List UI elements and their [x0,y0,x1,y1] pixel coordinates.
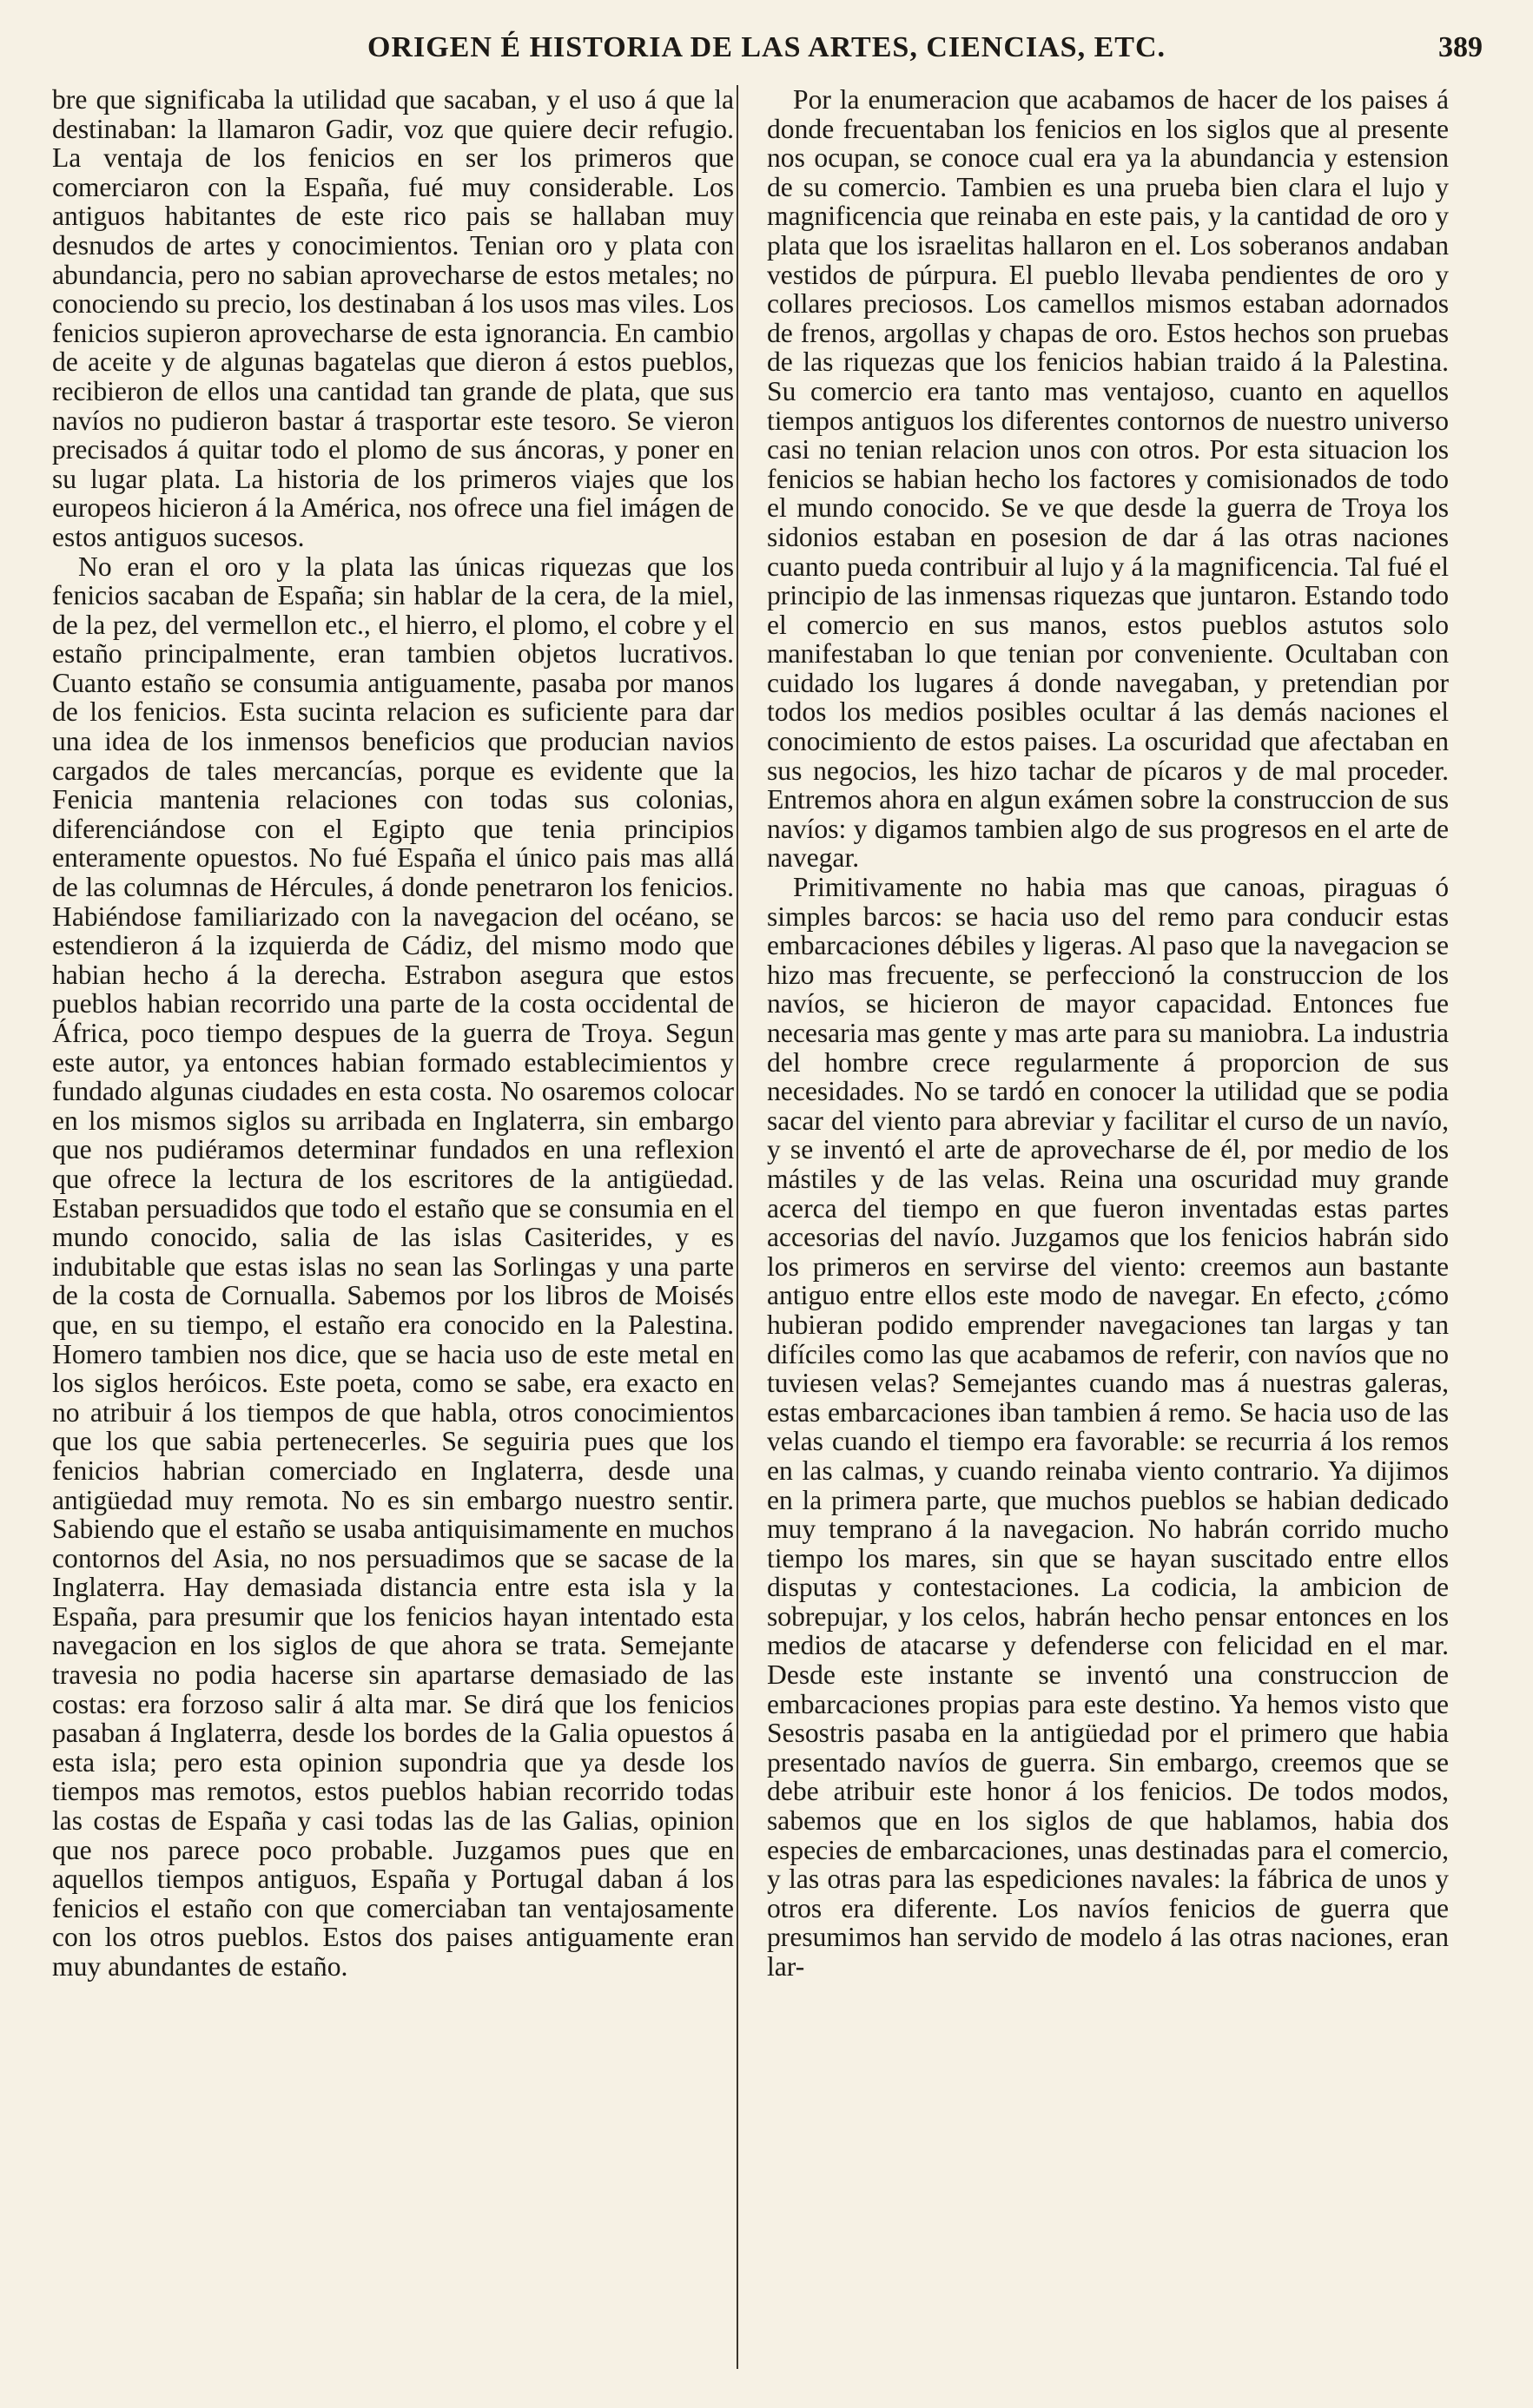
page-number: 389 [1438,31,1483,63]
paragraph: bre que significaba la utilidad que sacaban, y el uso á que la destinaban: la llamaron Gadir, voz que quiere decir refugio. La ventaja de los fenicios en ser los primeros que comerciaron con la España, fué muy considerable. Los antiguos habitantes de este rico pais se hallaban muy desnudos de artes y conocimientos. Tenian oro y plata con abundancia, pero no sabian aprovecharse de estos metales; no conociendo su precio, los destinaban á los usos mas viles. Los fenicios supieron aprovecharse de esta ignorancia. En cambio de aceite y de algunas bagatelas que dieron á estos pueblos, recibieron de ellos una cantidad tan grande de plata, que sus navíos no pudieron bastar á trasportar este tesoro. Se vieron precisados á quitar todo el plomo de sus áncoras, y poner en su lugar plata. La historia de los primeros viajes que los europeos hicieron á la América, nos ofrece una fiel imágen de estos antiguos sucesos. [52,84,734,552]
page-header [0,26,1533,78]
paragraph: No eran el oro y la plata las únicas riquezas que los fenicios sacaban de España; sin hablar de la cera, de la miel, de la pez, del vermellon etc., el hierro, el plomo, el cobre y el estaño principalmente, eran tambien objetos lucrativos. Cuanto estaño se consumia antiguamente, pasaba por manos de los fenicios. Esta sucinta relacion es suficiente para dar una idea de los inmensos beneficios que producian navios cargados de tales mercancías, porque es evidente que la Fenicia mantenia relaciones con todas sus colonias, diferenciándose con el Egipto que tenia principios enteramente opuestos. No fué España el único pais mas allá de las columnas de Hércules, á donde penetraron los fenicios. Habiéndose familiarizado con la navegacion del océano, se estendieron á la izquierda de Cádiz, del mismo modo que habian hecho á la derecha. Estrabon asegura que estos pueblos habian recorrido una parte de la costa occidental de África, poco tiempo despues de la guerra de Troya. Segun este autor, ya entonces habian formado establecimientos y fundado algunas ciudades en esta costa. No osaremos colocar en los mismos siglos su arribada en Inglaterra, sin embargo que nos pudiéramos determinar fundados en una reflexion que ofrece la lectura de los escritores de la antigüedad. Estaban persuadidos que todo el estaño que se consumia en el mundo conocido, salia de las islas Casiterides, y es indubitable que estas islas no sean las Sorlingas y una parte de la costa de Cornualla. Sabemos por los libros de Moisés que, en su tiempo, el estaño era conocido en la Palestina. Homero tambien nos dice, que se hacia uso de este metal en los siglos heróicos. Este poeta, como se sabe, era exacto en no atribuir á los tiempos de que habla, otros conocimientos que los que sabia pertenecerles. Se seguiria pues que los fenicios habrian comerciado en Inglaterra, desde una antigüedad muy remota. No es sin embargo nuestro sentir. Sabiendo que el estaño se usaba antiquisimamente en muchos contornos del Asia, no nos persuadimos que se sacase de la Inglaterra. Hay demasiada distancia entre esta isla y la España, para presumir que los fenicios hayan intentado esta navegacion en los siglos de que ahora se trata. Semejante travesia no podia hacerse sin apartarse demasiado de las costas: era forzoso salir á alta mar. Se dirá que los fenicios pasaban á Inglaterra, desde los bordes de la Galia opuestos á esta isla; pero esta opinion supondria que ya desde los tiempos mas remotos, estos pueblos habian recorrido todas las costas de España y casi todas las de las Galias, opinion que nos parece poco probable. Juzgamos pues que en aquellos tiempos antiguos, España y Portugal daban á los fenicios el estaño con que comerciaban tan ventajosamente con los otros pueblos. Estos dos paises antiguamente eran muy abundantes de estaño. [52,551,734,1982]
paragraph: Primitivamente no habia mas que canoas, piraguas ó simples barcos: se hacia uso del remo para conducir estas embarcaciones débiles y ligeras. Al paso que la navegacion se hizo mas frecuente, se perfeccionó la construccion de los navíos, se hicieron de mayor capacidad. Entonces fue necesaria mas gente y mas arte para su maniobra. La industria del hombre crece regularmente á proporcion de sus necesidades. No se tardó en conocer la utilidad que se podia sacar del viento para abreviar y facilitar el curso de un navío, y se inventó el arte de aprovecharse de él, por medio de los mástiles y de las velas. Reina una oscuridad muy grande acerca del tiempo en que fueron inventadas estas partes accesorias del navío. Juzgamos que los fenicios habrán sido los primeros en servirse del viento: creemos aun bastante antiguo entre ellos este modo de navegar. En efecto, ¿cómo hubieran podido emprender navegaciones tan largas y tan difíciles como las que acabamos de referir, con navíos que no tuviesen velas? Semejantes cuando mas á nuestras galeras, estas embarcaciones iban tambien á remo. Se hacia uso de las velas cuando el tiempo era favorable: se recurria á los remos en las calmas, y cuando reinaba viento contrario. Ya dijimos en la primera parte, que muchos pueblos se habian dedicado muy temprano á la navegacion. No habrán corrido mucho tiempo los mares, sin que se hayan suscitado entre ellos disputas y contestaciones. La codicia, la ambicion de sobrepujar, y los celos, habrán hecho pensar entonces en los medios de atacarse y defenderse con felicidad en el mar. Desde este instante se inventó una construccion de embarcaciones propias para este destino. Ya hemos visto que Sesostris pasaba en la antigüedad por el primero que habia presentado navíos de guerra. Sin embargo, creemos que se debe atribuir este honor á los fenicios. De todos modos, sabemos que en los siglos de que hablamos, habia dos especies de embarcaciones, unas destinadas para el comercio, y las otras para las espediciones navales: la fábrica de unos y otros era diferente. Los navíos fenicios de guerra que presumimos han servido de modelo á las otras naciones, eran lar- [767,872,1449,1982]
running-title: ORIGEN É HISTORIA DE LAS ARTES, CIENCIAS, ETC. [367,31,1166,63]
left-column [52,85,734,1982]
right-column [767,85,1449,1982]
column-divider [737,85,738,2369]
paragraph: Por la enumeracion que acabamos de hacer de los paises á donde frecuentaban los fenicios en los siglos que al presente nos ocupan, se conoce cual era ya la abundancia y estension de su comercio. Tambien es una prueba bien clara el lujo y magnificencia que reinaba en este pais, y la cantidad de oro y plata que los israelitas hallaron en el. Los soberanos andaban vestidos de púrpura. El pueblo llevaba pendientes de oro y collares preciosos. Los camellos mismos estaban adornados de frenos, argollas y chapas de oro. Estos hechos son pruebas de las riquezas que los fenicios habian traido á la Palestina. Su comercio era tanto mas ventajoso, cuanto en aquellos tiempos antiguos los diferentes contornos de nuestro universo casi no tenian relacion unos con otros. Por esta situacion los fenicios se habian hecho los factores y comisionados de todo el mundo conocido. Se ve que desde la guerra de Troya los sidonios estaban en posesion de dar á las otras naciones cuanto pueda contribuir al lujo y á la magnificencia. Tal fué el principio de las inmensas riquezas que juntaron. Estando todo el comercio en sus manos, estos pueblos astutos solo manifestaban lo que tenian por conveniente. Ocultaban con cuidado los lugares á donde navegaban, y pretendian por todos los medios posibles ocultar á las demás naciones el conocimiento de estos paises. La oscuridad que afectaban en sus negocios, les hizo tachar de pícaros y de mal proceder. Entremos ahora en algun exámen sobre la construccion de sus navíos: y digamos tambien algo de sus progresos en el arte de navegar. [767,84,1449,874]
